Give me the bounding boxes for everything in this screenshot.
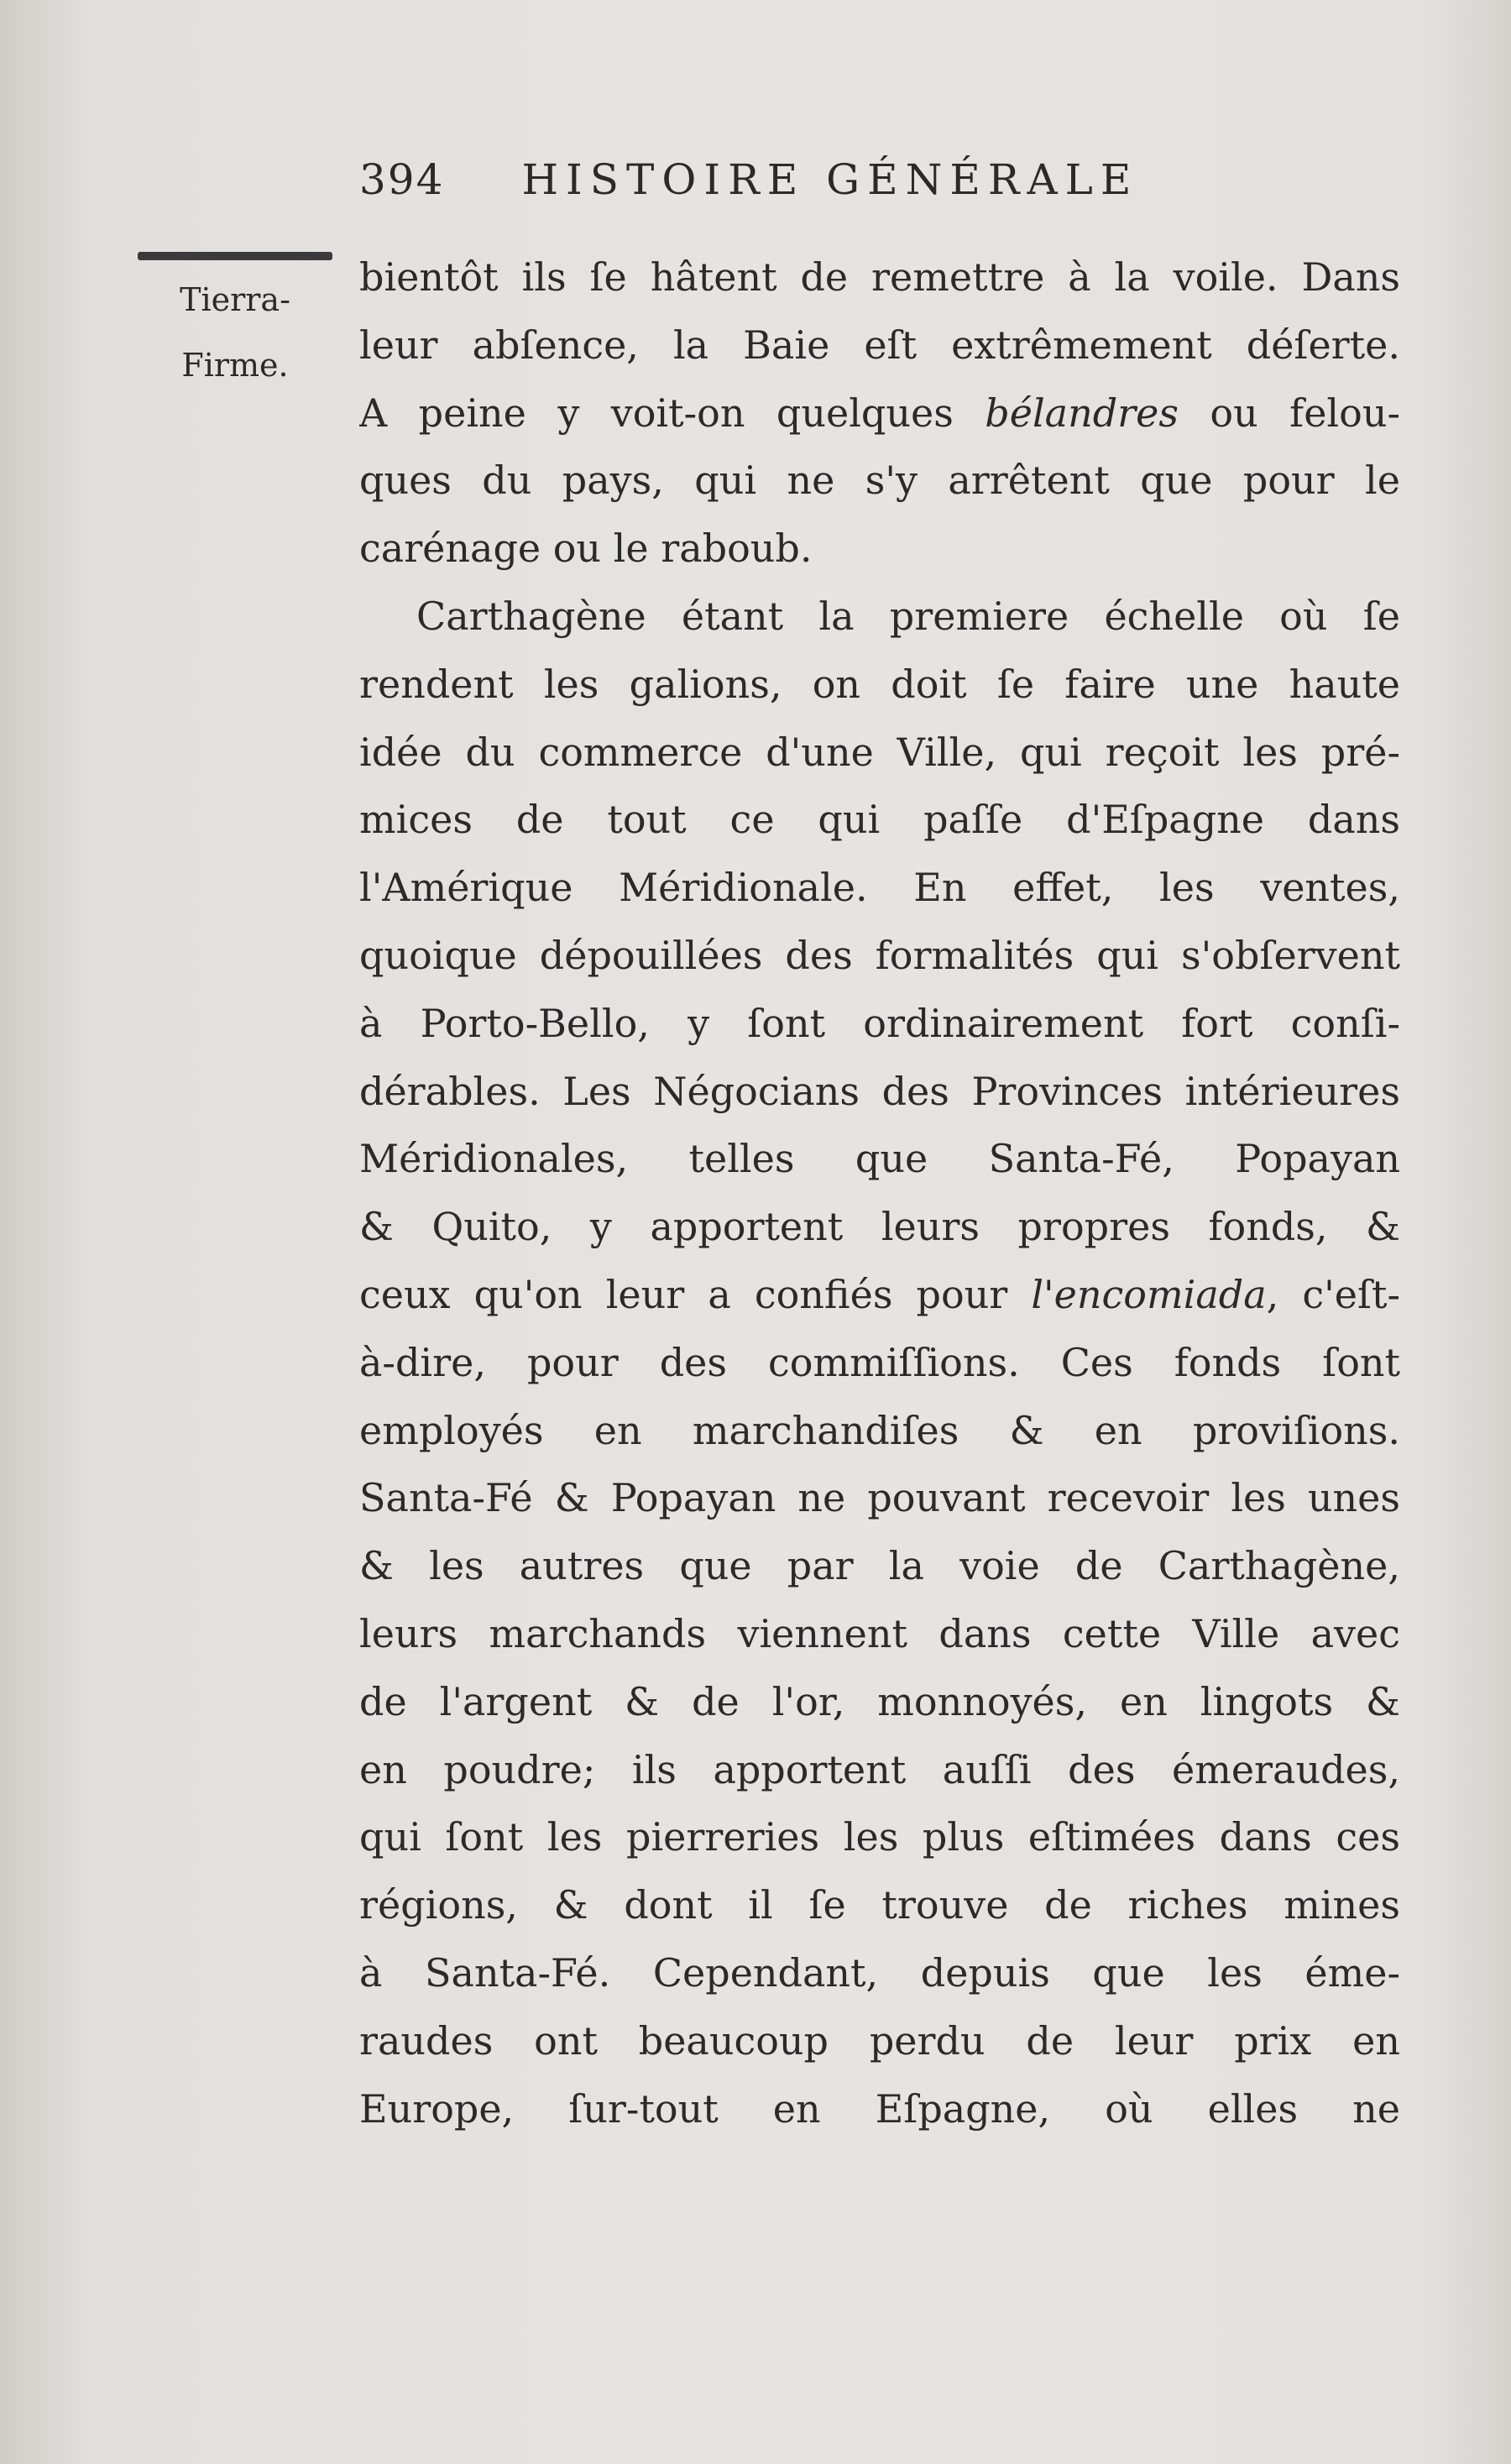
text-line: de l'argent & de l'or, monnoyés, en lingots & [359,1678,1400,1724]
text-line: dérables. Les Négocians des Provinces intérieures [359,1068,1400,1114]
text-line: raudes ont beaucoup perdu de leur prix en [359,2017,1400,2064]
text-line: & Quito, y apportent leurs propres fonds, & [359,1204,1400,1250]
text-line: rendent les galions, on doit ſe faire une haute [359,661,1400,707]
text-line: leur abſence, la Baie eſt extrêmement déſerte. [359,322,1400,368]
text-line: quoique dépouillées des formalités qui s'obſervent [359,932,1400,978]
text-line: à Santa-Fé. Cependant, depuis que les éme- [359,1949,1400,1996]
text-span: , c'eſt- [1266,1271,1400,1317]
running-title: HISTOIRE GÉNÉRALE [521,155,1139,204]
text-line: à-dire, pour des commiſſions. Ces fonds ſont [359,1339,1400,1385]
text-line: leurs marchands viennent dans cette Ville avec [359,1610,1400,1656]
marginal-note [134,252,336,398]
italic-term: bélandres [985,390,1179,436]
text-line: carénage ou le raboub. [359,526,813,572]
text-line: & les autres que par la voie de Carthagène, [359,1543,1400,1589]
text-line: bientôt ils ſe hâtent de remettre à la voile. Dans [359,254,1400,300]
text-line: idée du commerce d'une Ville, qui reçoit les pré- [359,729,1400,775]
italic-term: l'encomiada [1031,1271,1267,1317]
text-line [359,379,1400,447]
margin-note-line-2: Firme. [181,347,289,384]
text-line: l'Amérique Méridionale. En effet, les ventes, [359,865,1400,911]
text-line: Europe, ſur-tout en Eſpagne, où elles ne [359,2085,1400,2132]
text-line: Santa-Fé & Popayan ne pouvant recevoir les unes [359,1475,1400,1521]
body-text [359,243,1400,2142]
text-line: employés en marchandiſes & en proviſions. [359,1407,1400,1453]
text-line: mices de tout ce qui paſſe d'Eſpagne dans [359,797,1400,843]
paragraph-start-line: Carthagène étant la premiere échelle où ſe [416,593,1400,639]
text-line [359,1261,1400,1329]
text-line: Méridionales, telles que Santa-Fé, Popayan [359,1136,1400,1182]
text-span: ceux qu'on leur a confiés pour [359,1271,1032,1317]
text-line: à Porto-Bello, y ſont ordinairement fort conſi- [359,1000,1400,1046]
text-line: régions, & dont il ſe trouve de riches mines [359,1882,1400,1928]
text-line: en poudre; ils apportent auſſi des émeraudes, [359,1746,1400,1792]
text-span: A peine y voit-on quelques [359,390,986,436]
margin-rule-ornament [138,252,332,260]
text-span: ou felou- [1178,390,1400,436]
text-line: ques du pays, qui ne s'y arrêtent que pour le [359,458,1400,504]
running-header [359,155,1400,222]
text-line: qui ſont les pierreries les plus eſtimées dans ces [359,1814,1400,1860]
margin-note-line-1: Tierra- [180,281,290,318]
page-number: 394 [359,155,445,204]
